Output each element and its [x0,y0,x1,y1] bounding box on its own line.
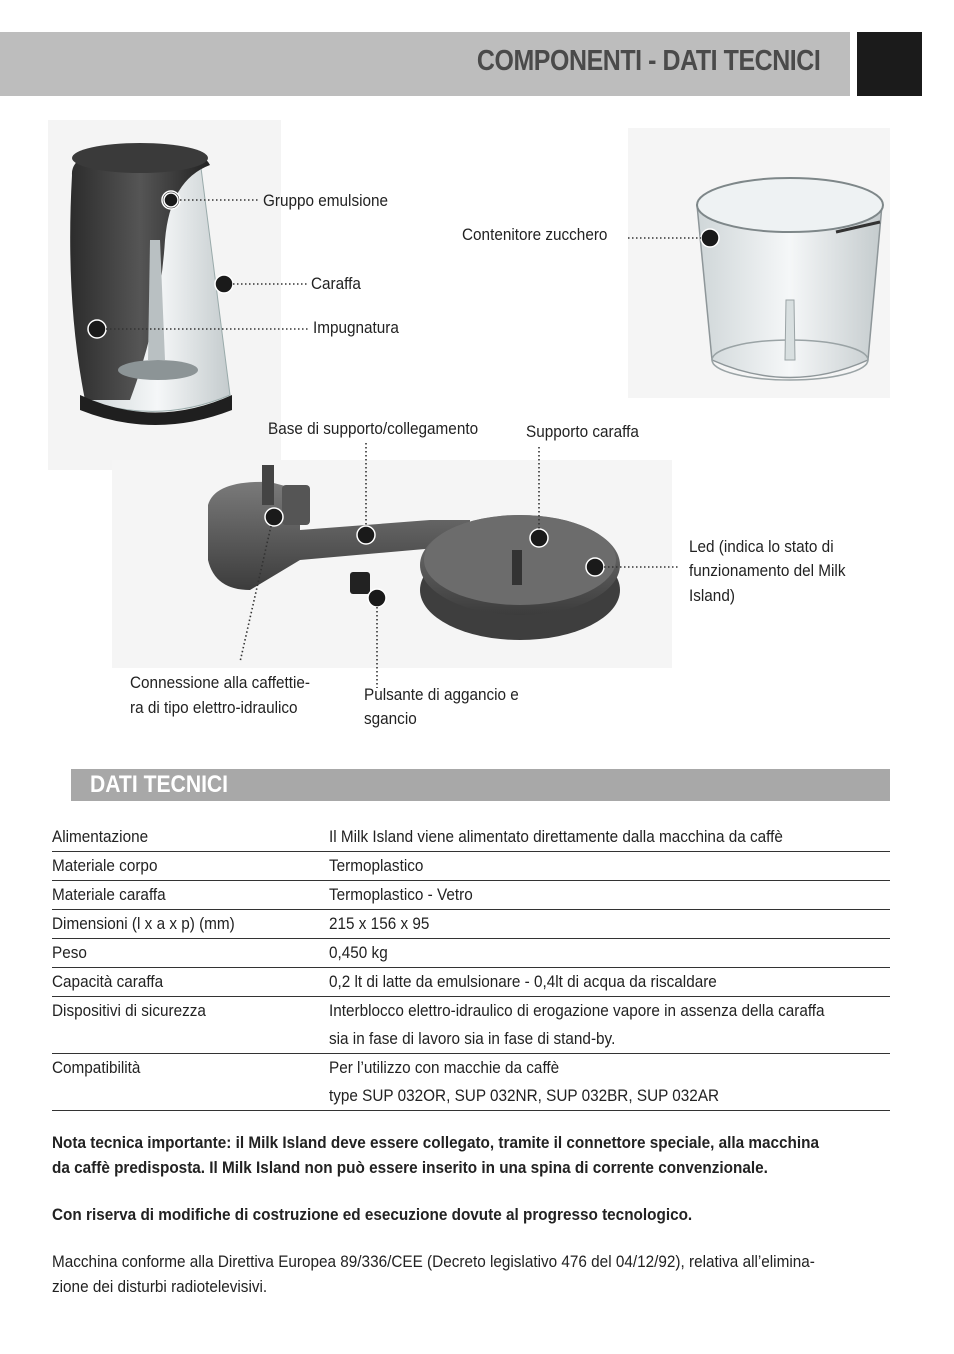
callout-dot-caraffa [215,275,233,293]
spec-key-text: Dispositivi di sicurezza [52,1001,206,1020]
sugar-container-image [697,178,883,380]
spec-key [52,881,329,910]
table-row [52,881,890,910]
callout-dot-connessione [265,508,283,526]
technical-note-line1: Nota tecnica importante: il Milk Island deve essere collegato, tramite il connettore speciale, alla macchina [52,1133,819,1152]
callout-dot-supporto [530,529,548,547]
spec-value [329,1054,890,1111]
technical-note [52,1130,862,1180]
label-pulsante-line2: sgancio [364,709,417,728]
spec-key [52,939,329,968]
spec-key [52,823,329,852]
spec-value-line: 215 x 156 x 95 [329,914,430,933]
spec-value [329,910,890,939]
callout-dot-led [586,558,604,576]
spec-key-text: Peso [52,943,87,962]
table-row [52,823,890,852]
label-impugnatura: Impugnatura [313,318,399,337]
label-caraffa: Caraffa [311,274,361,293]
reservation-note: Con riserva di modifiche di costruzione ed esecuzione dovute al progresso tecnologico. [52,1205,693,1224]
spec-value-line: 0,450 kg [329,943,388,962]
technical-note-line2: da caffè predisposta. Il Milk Island non può essere inserito in una spina di corrente convenzionale. [52,1158,768,1177]
label-pulsante-line1: Pulsante di aggancio e [364,685,519,704]
spec-value [329,852,890,881]
label-connessione-line2: ra di tipo elettro-idraulico [130,698,298,717]
spec-value-line: Il Milk Island viene alimentato direttamente dalla macchina da caffè [329,827,783,846]
page-title: COMPONENTI - DATI TECNICI [476,45,820,77]
table-row [52,997,890,1054]
table-row [52,939,890,968]
spec-key [52,1054,329,1111]
spec-key [52,910,329,939]
table-row [52,968,890,997]
callout-dot-base [357,526,375,544]
conformity-note [52,1249,862,1299]
spec-key-text: Dimensioni (l x a x p) (mm) [52,914,235,933]
conformity-note-line2: zione dei disturbi radiotelevisivi. [52,1277,268,1296]
spec-key [52,997,329,1054]
conformity-note-line1: Macchina conforme alla Direttiva Europea 89/336/CEE (Decreto legislativo 476 del 04/12/92), relativa all’elimina- [52,1252,815,1271]
spec-value [329,997,890,1054]
spec-key-text: Compatibilità [52,1058,141,1077]
spec-value-line: type SUP 032OR, SUP 032NR, SUP 032BR, SUP 032AR [329,1086,720,1105]
spec-value-line: Per l’utilizzo con macchie da caffè [329,1058,560,1077]
spec-key-text: Capacità caraffa [52,972,164,991]
spec-key [52,852,329,881]
spec-value [329,939,890,968]
section-title: DATI TECNICI [90,771,229,798]
table-row [52,910,890,939]
spec-value-line: Interblocco elettro-idraulico di erogazione vapore in assenza della caraffa [329,1001,825,1020]
spec-value [329,823,890,852]
label-supporto-caraffa: Supporto caraffa [526,422,639,441]
spec-value-line: Termoplastico [329,856,424,875]
callout-dot-zucchero [701,229,719,247]
spec-value-line: sia in fase di lavoro sia in fase di stand-by. [329,1029,616,1048]
spec-value-line: 0,2 lt di latte da emulsionare - 0,4lt di acqua da riscaldare [329,972,717,991]
table-row [52,1054,890,1111]
specs-table [52,823,890,1111]
callout-dot-impugnatura [88,320,106,338]
section-header-bar [71,769,890,801]
label-contenitore-zucchero: Contenitore zucchero [462,225,608,244]
label-connessione-line1: Connessione alla caffettie- [130,673,311,692]
spec-value-line: Termoplastico - Vetro [329,885,473,904]
label-led-line2: funzionamento del Milk [689,561,846,580]
spec-value [329,881,890,910]
table-row [52,852,890,881]
spec-key [52,968,329,997]
spec-key-text: Materiale caraffa [52,885,166,904]
label-led-line3: Island) [689,586,735,605]
callout-dot-pulsante [368,589,386,607]
label-led-line1: Led (indica lo stato di [689,537,834,556]
label-base-supporto: Base di supporto/collegamento [268,419,479,438]
spec-value [329,968,890,997]
spec-key-text: Alimentazione [52,827,149,846]
spec-key-text: Materiale corpo [52,856,158,875]
label-gruppo-emulsione: Gruppo emulsione [263,191,389,210]
